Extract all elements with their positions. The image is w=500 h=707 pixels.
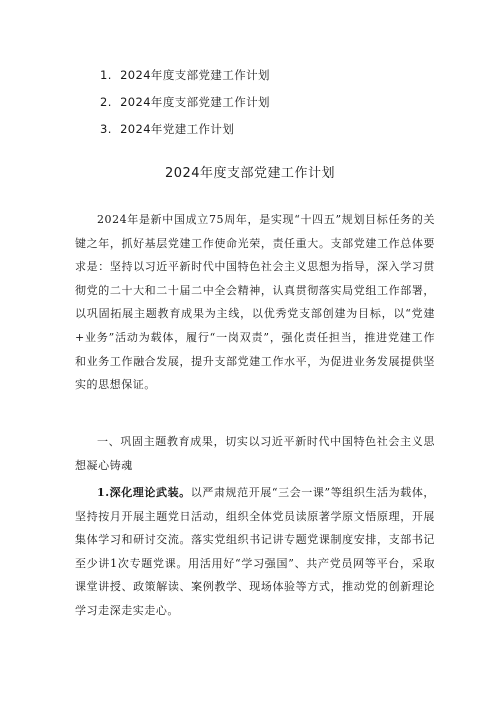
- item-paragraph: [75, 481, 435, 623]
- toc-item[interactable]: [100, 93, 270, 120]
- section-heading: 一、巩固主题教育成果，切实以习近平新时代中国特色社会主义思想凝心铸魂: [75, 435, 435, 472]
- toc-item-text: 2024年党建工作计划: [120, 122, 235, 136]
- item-body: 以严肃规范开展“三会一课”等组织生活为载体，坚持按月开展主题党日活动，组织全体党员读原著学原文悟原理，开展集体学习和研讨交流。落实党组织书记讲专题党课制度安排，支部书记至少讲1次专题党课。用活用好“学习强国”、共产党员网等平台，采取课堂讲授、政策解读、案例教学、现场体验等方式，推动党的创新理论学习走深走实走心。: [75, 486, 435, 617]
- table-of-contents: [100, 66, 270, 147]
- item-lead: 1.深化理论武装。: [97, 486, 191, 499]
- intro-paragraph: 2024年是新中国成立75周年，是实现“十四五”规划目标任务的关键之年，抓好基层党建工作使命光荣，责任重大。支部党建工作总体要求是：坚持以习近平新时代中国特色社会主义思想为指导，深入学习贯彻党的二十大和二十届二中全会精神，认真贯彻落实局党组工作部署，以巩固拓展主题教育成果为主线，以优秀党支部创建为目标，以“党建+业务”活动为载体，履行“一岗双责”，强化责任担当，推进党建工作和业务工作融合发展，提升支部党建工作水平，为促进业务发展提供坚实的思想保证。: [75, 213, 435, 392]
- toc-item-text: 2024年度支部党建工作计划: [120, 95, 270, 109]
- document-title: 2024年度支部党建工作计划: [164, 166, 336, 181]
- toc-item-number: 3.: [100, 122, 112, 136]
- toc-item-text: 2024年度支部党建工作计划: [120, 68, 270, 82]
- toc-item-number: 1.: [100, 68, 112, 82]
- toc-item[interactable]: [100, 66, 270, 93]
- toc-item-number: 2.: [100, 95, 112, 109]
- toc-item[interactable]: [100, 120, 270, 147]
